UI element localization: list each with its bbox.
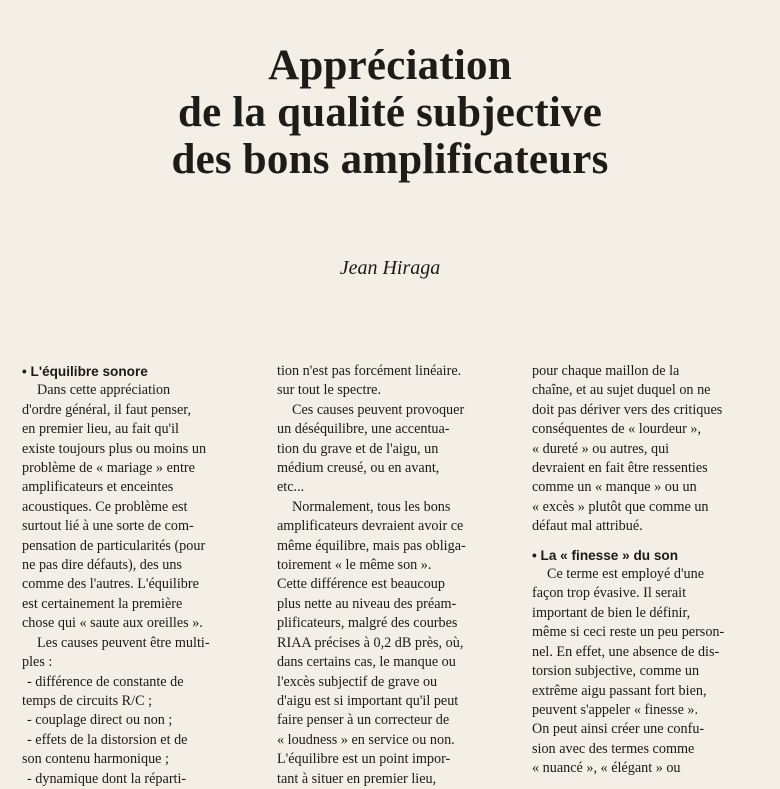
text-line: temps de circuits R/C ; [22, 692, 153, 709]
text-line: l'excès subjectif de grave ou [277, 673, 438, 690]
text-line: ne pas dire défauts), des uns [22, 557, 182, 574]
text-line: sion avec des termes comme [532, 740, 695, 757]
text-line: même équilibre, mais pas obliga- [277, 537, 466, 554]
title-line-2: de la qualité subjective [177, 89, 603, 136]
text-line: d'ordre général, il faut penser, [22, 401, 192, 418]
title-line-1: Appréciation [268, 42, 512, 89]
text-line: médium creusé, ou en avant, [277, 460, 440, 477]
title-line-3: des bons amplificateurs [171, 136, 609, 183]
text-line: tion n'est pas forcément linéaire. [277, 363, 462, 379]
text-line: même si ceci reste un peu person- [532, 624, 725, 641]
text-column-3 [532, 362, 768, 779]
text-line: important de bien le définir, [532, 604, 691, 621]
text-line: torsion subjective, comme un [532, 663, 700, 680]
text-line: doit pas dériver vers des critiques [532, 401, 723, 418]
text-line: surtout lié à une sorte de com- [22, 518, 194, 535]
list-item: - couplage direct ou non ; [27, 712, 173, 729]
text-line: amplificateurs devraient avoir ce [277, 518, 464, 535]
text-line: en premier lieu, au fait qu'il [22, 421, 179, 438]
text-line: conséquentes de « lourdeur », [532, 421, 702, 438]
text-line: problème de « mariage » entre [22, 460, 195, 477]
list-item: - différence de constante de [27, 673, 184, 690]
text-line: « dureté » ou autres, qui [532, 440, 670, 457]
text-line: est certainement la première [22, 595, 183, 612]
text-line: On peut ainsi créer une confu- [532, 721, 705, 738]
text-line: L'équilibre est un point impor- [277, 751, 451, 768]
text-line: dans certains cas, le manque ou [277, 654, 456, 671]
text-line: nel. En effet, une absence de dis- [532, 643, 720, 660]
author-name: Jean Hiraga [339, 257, 441, 279]
text-line: peuvent s'appeler « finesse ». [532, 701, 699, 718]
text-column-1 [22, 362, 254, 789]
text-line: Les causes peuvent être multi- [37, 634, 210, 651]
text-line: « loudness » en service ou non. [277, 731, 455, 748]
text-line: Ce terme est employé d'une [547, 566, 704, 583]
text-column-2 [277, 362, 513, 789]
text-line: amplificateurs et enceintes [22, 479, 174, 496]
list-item: - dynamique dont la réparti- [27, 770, 187, 787]
section-heading-finesse: • La « finesse » du son [532, 547, 679, 563]
text-line: toirement « le même son ». [277, 557, 432, 574]
text-line: un déséquilibre, une accentua- [277, 421, 450, 438]
text-line: faire penser à un correcteur de [277, 712, 450, 729]
text-line: défaut mal attribué. [532, 518, 643, 535]
text-line: comme des l'autres. L'équilibre [22, 576, 199, 593]
text-line: RIAA précises à 0,2 dB près, où, [277, 634, 464, 651]
text-line: tion du grave et de l'aigu, un [277, 440, 439, 457]
text-line: existe toujours plus ou moins un [22, 440, 207, 457]
list-item: - effets de la distorsion et de [27, 731, 188, 748]
text-line: pour chaque maillon de la [532, 363, 680, 379]
text-line: acoustiques. Ce problème est [22, 498, 188, 515]
text-line: etc... [277, 479, 305, 496]
paragraph-gap [532, 537, 768, 546]
text-line: pensation de particularités (pour [22, 537, 206, 554]
text-line: chaîne, et au sujet duquel on ne [532, 382, 711, 399]
text-line: devraient en fait être ressenties [532, 460, 708, 477]
section-heading-equilibre: • L'équilibre sonore [22, 364, 148, 379]
text-line: chose qui « saute aux oreilles ». [22, 615, 203, 632]
text-line: d'aigu est si important qu'il peut [277, 692, 459, 709]
text-line: son contenu harmonique ; [22, 751, 169, 768]
text-line: « excès » plutôt que comme un [532, 498, 709, 515]
text-line: ples : [22, 654, 53, 671]
text-line: plificateurs, malgré des courbes [277, 615, 458, 632]
text-line: Ces causes peuvent provoquer [292, 401, 465, 418]
text-line: tant à situer en premier lieu, [277, 770, 437, 787]
text-line: comme un « manque » ou un [532, 479, 697, 496]
article-title [0, 42, 780, 183]
text-line: « nuancé », « élégant » ou [532, 760, 681, 777]
text-line: Normalement, tous les bons [292, 498, 451, 515]
text-line: façon trop évasive. Il serait [532, 585, 687, 602]
text-line: sur tout le spectre. [277, 382, 382, 399]
text-line: Cette différence est beaucoup [277, 576, 445, 593]
text-line: plus nette au niveau des préam- [277, 595, 457, 612]
text-line: Dans cette appréciation [37, 382, 171, 399]
text-line: extrême aigu passant fort bien, [532, 682, 707, 699]
